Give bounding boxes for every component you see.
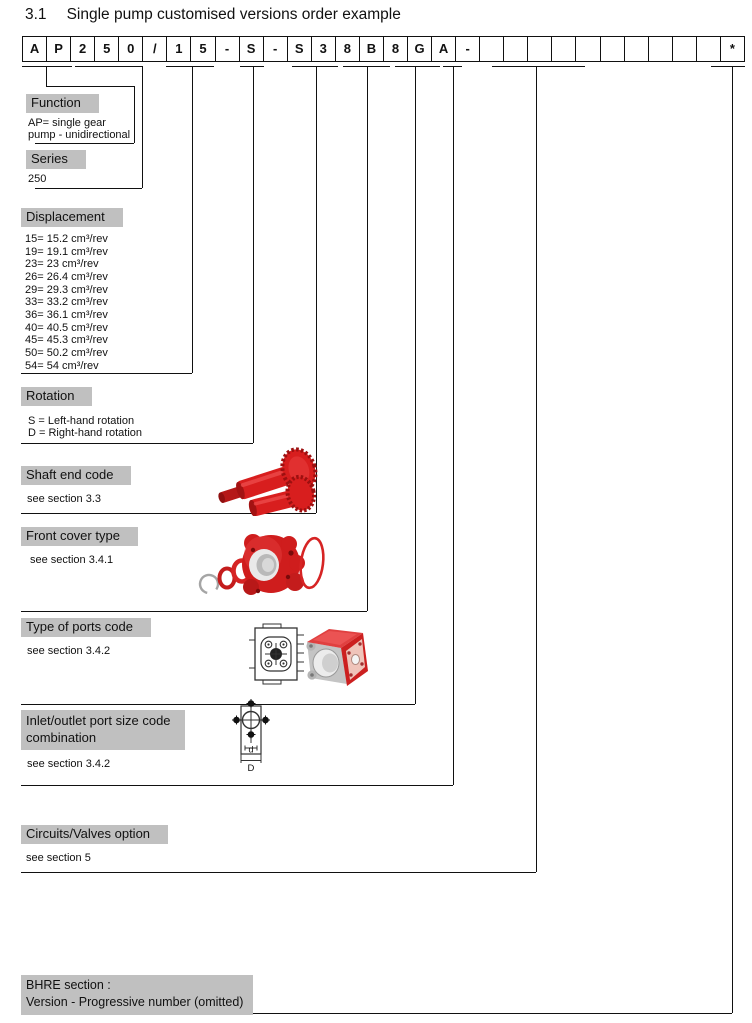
function-desc-line: pump - unidirectional bbox=[28, 128, 131, 141]
displacement-item: 29= 29.3 cm³/rev bbox=[25, 283, 108, 296]
code-cell: 8 bbox=[336, 37, 360, 61]
code-cell: 5 bbox=[95, 37, 119, 61]
circuits-note: see section 5 bbox=[26, 852, 91, 864]
section-series-label: Series bbox=[26, 150, 86, 169]
ports-image bbox=[249, 618, 375, 694]
code-cell: 3 bbox=[312, 37, 336, 61]
section-bhre-label bbox=[21, 975, 253, 1015]
code-cell: S bbox=[240, 37, 264, 61]
code-cell: * bbox=[729, 41, 735, 56]
displacement-item: 40= 40.5 cm³/rev bbox=[25, 321, 108, 334]
shaft-end-image bbox=[212, 440, 332, 516]
connector-line bbox=[732, 66, 733, 1013]
section-function bbox=[26, 94, 130, 142]
port-size-label-line: combination bbox=[26, 730, 97, 745]
code-cell bbox=[480, 37, 504, 61]
section-circuits-label: Circuits/Valves option bbox=[21, 825, 168, 844]
displacement-list bbox=[25, 233, 123, 372]
code-cell: A bbox=[432, 37, 456, 61]
code-group-bracket bbox=[240, 66, 264, 67]
displacement-item: 23= 23 cm³/rev bbox=[25, 258, 99, 271]
displacement-item: 33= 33.2 cm³/rev bbox=[25, 296, 108, 309]
code-cell bbox=[649, 37, 673, 61]
displacement-item: 36= 36.1 cm³/rev bbox=[25, 308, 108, 321]
connector-line bbox=[253, 66, 254, 443]
section-shaft-end bbox=[21, 466, 131, 505]
rotation-option: D = Right-hand rotation bbox=[28, 427, 143, 440]
bhre-label-line: BHRE section : bbox=[26, 978, 111, 992]
connector-line bbox=[142, 66, 143, 188]
shaft-end-note: see section 3.3 bbox=[27, 493, 101, 505]
connector-line bbox=[21, 611, 367, 612]
displacement-item: 54= 54 cm³/rev bbox=[25, 359, 99, 372]
connector-line bbox=[367, 66, 368, 611]
code-cell: 5 bbox=[191, 37, 215, 61]
page-title-text: Single pump customised versions order example bbox=[66, 6, 401, 23]
section-front-cover bbox=[21, 527, 138, 566]
code-cell: P bbox=[47, 37, 71, 61]
section-port-size-label bbox=[21, 710, 185, 750]
section-front-cover-label: Front cover type bbox=[21, 527, 138, 546]
code-group-bracket bbox=[395, 66, 440, 67]
port-size-label-line: Inlet/outlet port size code bbox=[26, 713, 171, 728]
connector-line bbox=[536, 66, 537, 872]
page-title bbox=[25, 6, 401, 24]
front-cover-image bbox=[192, 517, 329, 609]
code-cell: / bbox=[143, 37, 167, 61]
section-displacement-label: Displacement bbox=[21, 208, 123, 227]
connector-line bbox=[21, 785, 453, 786]
ports-type-note: see section 3.4.2 bbox=[27, 645, 111, 657]
bhre-label-line: Version - Progressive number (omitted) bbox=[26, 995, 244, 1009]
connector-line bbox=[21, 373, 192, 374]
section-displacement bbox=[21, 208, 123, 372]
code-cell: 2 bbox=[71, 37, 95, 61]
section-ports-type-label: Type of ports code bbox=[21, 618, 151, 637]
code-group-bracket bbox=[492, 66, 585, 67]
connector-line bbox=[21, 872, 536, 873]
connector-line bbox=[134, 86, 135, 143]
code-cell bbox=[504, 37, 528, 61]
code-cell bbox=[697, 37, 721, 61]
section-bhre bbox=[21, 975, 253, 1015]
code-cell bbox=[576, 37, 600, 61]
code-cell bbox=[601, 37, 625, 61]
section-ports-type bbox=[21, 618, 151, 657]
connector-line bbox=[192, 66, 193, 373]
connector-line bbox=[453, 66, 454, 785]
code-cell: 1 bbox=[167, 37, 191, 61]
code-cell: A bbox=[23, 37, 47, 61]
section-shaft-end-label: Shaft end code bbox=[21, 466, 131, 485]
code-group-bracket bbox=[292, 66, 338, 67]
function-desc-line: AP= single gear bbox=[28, 117, 106, 129]
connector-line bbox=[415, 66, 416, 704]
section-circuits bbox=[21, 825, 168, 864]
rotation-option: S = Left-hand rotation bbox=[28, 415, 135, 427]
code-cell bbox=[673, 37, 697, 61]
series-value: 250 bbox=[28, 173, 47, 185]
code-cell bbox=[552, 37, 576, 61]
port-size-note: see section 3.4.2 bbox=[27, 758, 111, 770]
code-cell: 8 bbox=[384, 37, 408, 61]
front-cover-note: see section 3.4.1 bbox=[30, 554, 114, 566]
code-cell: B bbox=[360, 37, 384, 61]
displacement-item: 19= 19.1 cm³/rev bbox=[25, 245, 108, 258]
connector-line bbox=[35, 188, 142, 189]
order-code-row bbox=[22, 36, 745, 62]
code-cell: G bbox=[408, 37, 432, 61]
code-cell: S bbox=[288, 37, 312, 61]
connector-line bbox=[46, 66, 47, 86]
code-group-bracket bbox=[166, 66, 214, 67]
connector-line bbox=[46, 86, 134, 87]
connector-line bbox=[21, 704, 415, 705]
displacement-item: 15= 15.2 cm³/rev bbox=[25, 233, 108, 245]
section-port-size bbox=[21, 710, 185, 770]
code-cell: - bbox=[456, 37, 480, 61]
section-rotation bbox=[21, 387, 142, 439]
section-rotation-label: Rotation bbox=[21, 387, 92, 406]
code-cell: - bbox=[216, 37, 240, 61]
section-number: 3.1 bbox=[25, 6, 47, 23]
displacement-item: 45= 45.3 cm³/rev bbox=[25, 334, 108, 347]
displacement-item: 26= 26.4 cm³/rev bbox=[25, 270, 108, 283]
connector-line bbox=[35, 143, 134, 144]
code-cell: - bbox=[264, 37, 288, 61]
code-cell bbox=[528, 37, 552, 61]
dim-label-small: d bbox=[248, 744, 254, 755]
dim-label-large: D bbox=[247, 763, 255, 774]
code-cell bbox=[625, 37, 649, 61]
port-size-image bbox=[228, 698, 274, 776]
code-group-bracket bbox=[711, 66, 745, 67]
code-group-bracket bbox=[75, 66, 142, 67]
displacement-item: 50= 50.2 cm³/rev bbox=[25, 346, 108, 359]
section-function-label: Function bbox=[26, 94, 99, 113]
code-cell: 0 bbox=[119, 37, 143, 61]
section-series bbox=[26, 150, 86, 186]
